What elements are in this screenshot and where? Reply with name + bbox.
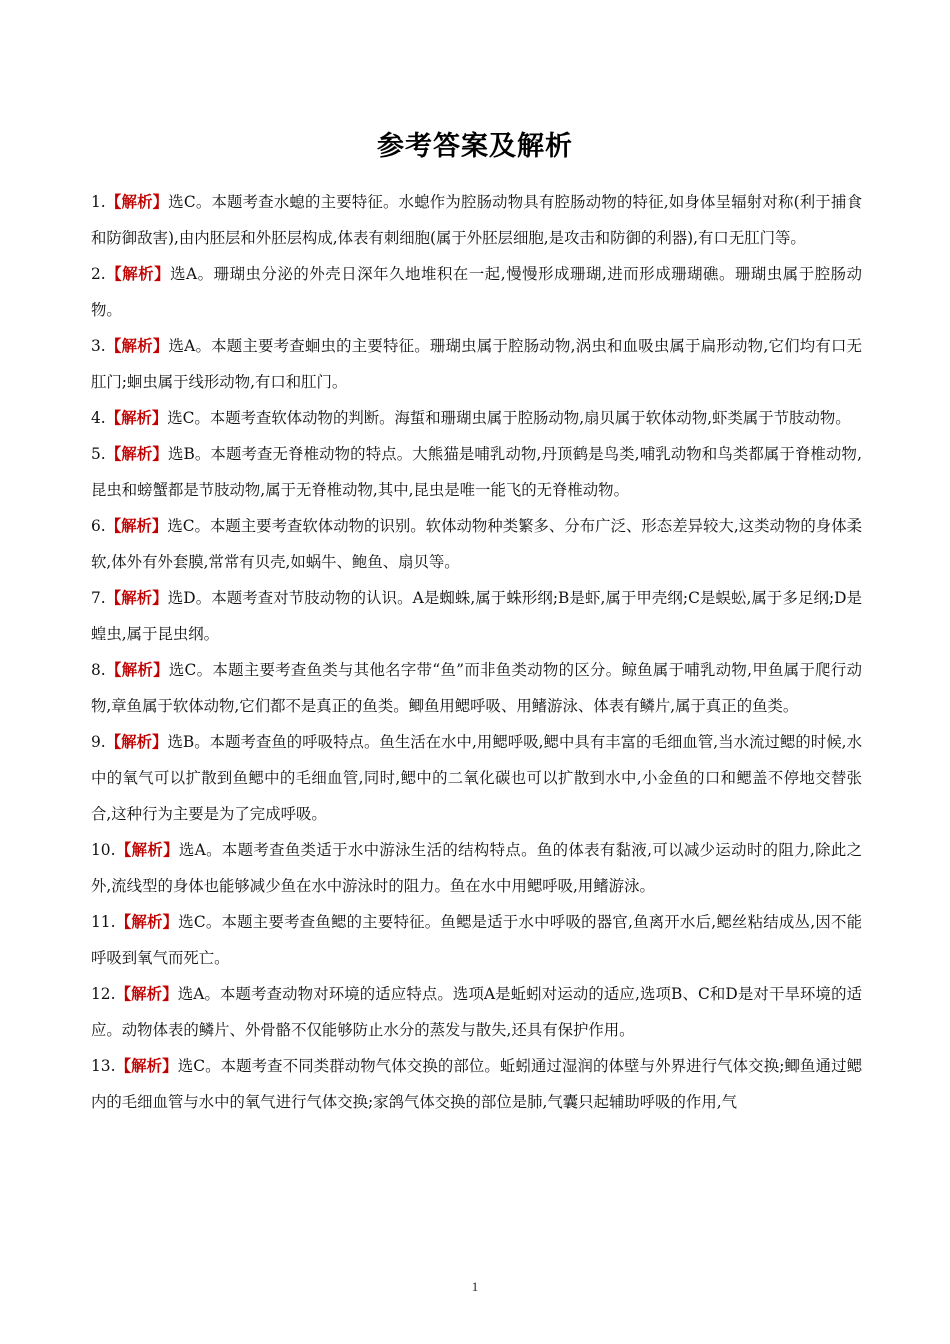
answer-item [91, 1048, 862, 1120]
answer-number: 10. [91, 841, 116, 859]
answer-item [91, 580, 862, 652]
answer-number: 8. [91, 661, 106, 679]
answer-text: 选D。本题考查对节肢动物的认识。A是蜘蛛,属于蛛形纲;B是虾,属于甲壳纲;C是蜈蚣,属于多足纲;D是蝗虫,属于昆虫纲。 [91, 589, 862, 643]
answer-text: 选B。本题考查无脊椎动物的特点。大熊猫是哺乳动物,丹顶鹤是鸟类,哺乳动物和鸟类都属于脊椎动物,昆虫和螃蟹都是节肢动物,属于无脊椎动物,其中,昆虫是唯一能飞的无脊椎动物。 [91, 445, 862, 499]
page-title: 参考答案及解析 [377, 131, 573, 162]
answer-number: 1. [91, 193, 106, 211]
analysis-tag: 【解析】 [115, 841, 179, 859]
answer-text: 选C。本题主要考查鱼鳃的主要特征。鱼鳃是适于水中呼吸的器官,鱼离开水后,鳃丝粘结成丛,因不能呼吸到氧气而死亡。 [91, 913, 862, 967]
answer-text: 选A。珊瑚虫分泌的外壳日深年久地堆积在一起,慢慢形成珊瑚,进而形成珊瑚礁。珊瑚虫属于腔肠动物。 [91, 265, 862, 319]
answer-number: 3. [91, 337, 106, 355]
answer-list [91, 184, 862, 1120]
analysis-tag: 【解析】 [105, 337, 169, 355]
analysis-tag: 【解析】 [105, 589, 168, 607]
answer-item [91, 724, 862, 832]
analysis-tag: 【解析】 [115, 1057, 178, 1075]
answer-item [91, 436, 862, 508]
answer-text: 选C。本题主要考查鱼类与其他名字带“鱼”而非鱼类动物的区分。鲸鱼属于哺乳动物,甲鱼属于爬行动物,章鱼属于软体动物,它们都不是真正的鱼类。鲫鱼用鳃呼吸、用鳍游泳、体表有鳞片,属于真正的鱼类。 [91, 661, 862, 715]
analysis-tag: 【解析】 [105, 661, 169, 679]
answer-number: 5. [91, 445, 106, 463]
analysis-tag: 【解析】 [115, 913, 179, 931]
answer-text: 选C。本题考查不同类群动物气体交换的部位。蚯蚓通过湿润的体壁与外界进行气体交换;鲫鱼通过鳃内的毛细血管与水中的氧气进行气体交换;家鸽气体交换的部位是肺,气囊只起辅助呼吸的作用,气 [91, 1057, 862, 1111]
answer-item [91, 508, 862, 580]
answer-item [91, 652, 862, 724]
analysis-tag: 【解析】 [105, 193, 169, 211]
analysis-tag: 【解析】 [105, 733, 168, 751]
answer-item [91, 904, 862, 976]
analysis-tag: 【解析】 [105, 409, 168, 427]
answer-item [91, 400, 862, 436]
analysis-tag: 【解析】 [115, 985, 178, 1003]
answer-number: 6. [91, 517, 106, 535]
answer-text: 选A。本题考查鱼类适于水中游泳生活的结构特点。鱼的体表有黏液,可以减少运动时的阻力,除此之外,流线型的身体也能够减少鱼在水中游泳时的阻力。鱼在水中用鳃呼吸,用鳍游泳。 [91, 841, 862, 895]
answer-item [91, 256, 862, 328]
answer-text: 选A。本题主要考查蛔虫的主要特征。珊瑚虫属于腔肠动物,涡虫和血吸虫属于扁形动物,它们均有口无肛门;蛔虫属于线形动物,有口和肛门。 [91, 337, 862, 391]
answer-number: 7. [91, 589, 106, 607]
answer-number: 13. [91, 1057, 116, 1075]
answer-text: 选B。本题考查鱼的呼吸特点。鱼生活在水中,用鳃呼吸,鳃中具有丰富的毛细血管,当水流过鳃的时候,水中的氧气可以扩散到鱼鳃中的毛细血管,同时,鳃中的二氧化碳也可以扩散到水中,小金鱼的口和鳃盖不停地交替张合,这种行为主要是为了完成呼吸。 [91, 733, 862, 823]
answer-item [91, 832, 862, 904]
answer-number: 11. [91, 913, 116, 931]
analysis-tag: 【解析】 [105, 517, 168, 535]
answer-text: 选C。本题考查水螅的主要特征。水螅作为腔肠动物具有腔肠动物的特征,如身体呈辐射对称(利于捕食和防御敌害),由内胚层和外胚层构成,体表有刺细胞(属于外胚层细胞,是攻击和防御的利器),有口无肛门等。 [91, 193, 862, 247]
answer-item [91, 328, 862, 400]
answer-text: 选C。本题考查软体动物的判断。海蜇和珊瑚虫属于腔肠动物,扇贝属于软体动物,虾类属于节肢动物。 [167, 409, 851, 427]
answer-text: 选C。本题主要考查软体动物的识别。软体动物种类繁多、分布广泛、形态差异较大,这类动物的身体柔软,体外有外套膜,常常有贝壳,如蜗牛、鲍鱼、扇贝等。 [91, 517, 862, 571]
answer-number: 12. [91, 985, 116, 1003]
page-number: 1 [471, 1279, 479, 1294]
analysis-tag: 【解析】 [105, 445, 168, 463]
answer-number: 4. [91, 409, 106, 427]
answer-number: 2. [91, 265, 106, 283]
answer-number: 9. [91, 733, 106, 751]
answer-item [91, 184, 862, 256]
answer-text: 选A。本题考查动物对环境的适应特点。选项A是蚯蚓对运动的适应,选项B、C和D是对干旱环境的适应。动物体表的鳞片、外骨骼不仅能够防止水分的蒸发与散失,还具有保护作用。 [91, 985, 862, 1039]
analysis-tag: 【解析】 [105, 265, 171, 283]
answer-item [91, 976, 862, 1048]
